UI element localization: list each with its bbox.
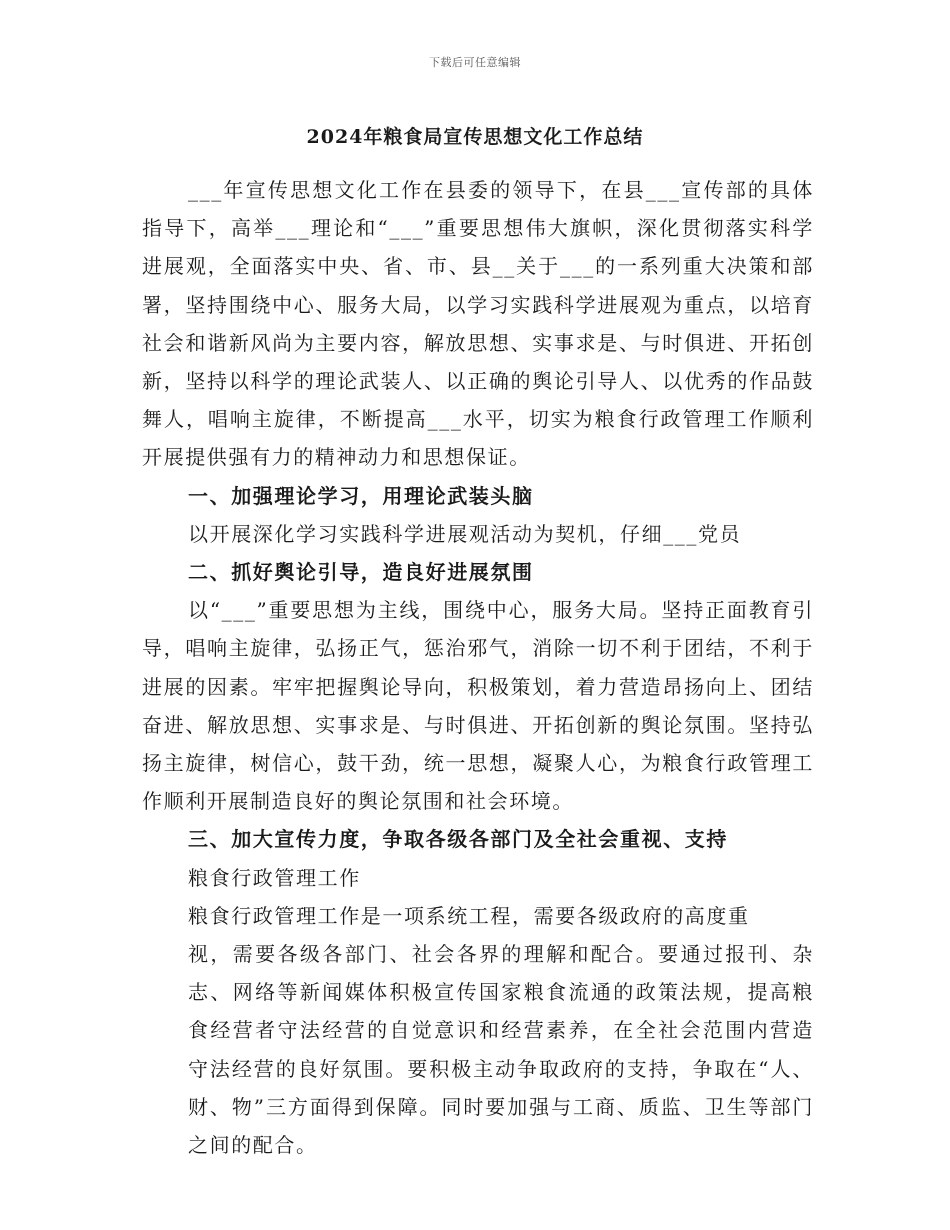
intro-paragraph: ___年宣传思想文化工作在县委的领导下，在县___宣传部的具体指导下，高举___理论和“___”重要思想伟大旗帜，深化贯彻落实科学进展观，全面落实中央、省、市、县__关于___的一系列重大决策和部署，坚持围绕中心、服务大局，以学习实践科学进展观为重点，以培育社会和谐新风尚为主要内容，解放思想、实事求是、与时俱进、开拓创新，坚持以科学的理论武装人、以正确的舆论引导人、以优秀的作品鼓舞人，唱响主旋律，不断提高___水平，切实为粮食行政管理工作顺利开展提供强有力的精神动力和思想保证。 bbox=[142, 178, 814, 470]
section-2-paragraph: 以“___”重要思想为主线，围绕中心，服务大局。坚持正面教育引导，唱响主旋律，弘扬正气，惩治邪气，消除一切不利于团结，不利于进展的因素。牢牢把握舆论导向，积极策划，着力营造昂扬向上、团结奋进、解放思想、实事求是、与时俱进、开拓创新的舆论氛围。坚持弘扬主旋律，树信心，鼓干劲，统一思想，凝聚人心，为粮食行政管理工作顺利开展制造良好的舆论氛围和社会环境。 bbox=[142, 598, 814, 814]
section-3-line-1: 粮食行政管理工作 bbox=[188, 865, 361, 890]
section-3-paragraph: 视，需要各级各部门、社会各界的理解和配合。要通过报刊、杂志、网络等新闻媒体积极宣传国家粮食流通的政策法规，提高粮食经营者守法经营的自觉意识和经营素养，在全社会范围内营造守法经营的良好氛围。要积极主动争取政府的支持，争取在“人、财、物”三方面得到保障。同时要加强与工商、质监、卫生等部门之间的配合。 bbox=[188, 942, 814, 1158]
section-heading-3: 三、加大宣传力度，争取各级各部门及全社会重视、支持 bbox=[188, 827, 728, 852]
section-heading-1: 一、加强理论学习，用理论武装头脑 bbox=[188, 483, 534, 508]
section-3-line-2: 粮食行政管理工作是一项系统工程，需要各级政府的高度重 bbox=[188, 903, 750, 928]
section-1-paragraph: 以开展深化学习实践科学进展观活动为契机，仔细___党员 bbox=[188, 521, 742, 546]
header-note: 下载后可任意编辑 bbox=[429, 56, 521, 69]
document-title: 2024年粮食局宣传思想文化工作总结 bbox=[306, 126, 644, 148]
section-heading-2: 二、抓好舆论引导，造良好进展氛围 bbox=[188, 560, 534, 585]
document-body bbox=[142, 171, 814, 1164]
